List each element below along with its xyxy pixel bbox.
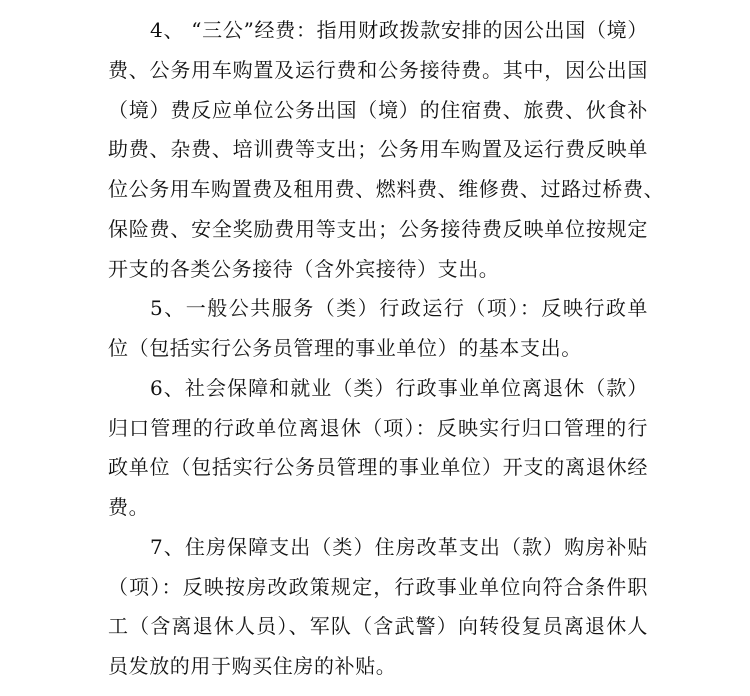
paragraph-4-line-1: 4、 “三公”经费：指用财政拨款安排的因公出国（境） (150, 18, 648, 42)
paragraph-7-line-2: （项）：反映按房改政策规定，行政事业单位向符合条件职 (108, 575, 648, 599)
paragraph-4-line-2: 费、公务用车购置及运行费和公务接待费。其中，因公出国 (108, 58, 648, 82)
paragraph-4-line-5: 位公务用车购置费及租用费、燃料费、维修费、过路过桥费、 (108, 177, 665, 201)
paragraph-4-line-3: （境）费反应单位公务出国（境）的住宿费、旅费、伙食补 (108, 98, 648, 122)
paragraph-6-line-2: 归口管理的行政单位离退休（项）：反映实行归口管理的行 (108, 416, 648, 440)
paragraph-7-line-3: 工（含离退休人员）、军队（含武警）向转役复员离退休人 (108, 614, 648, 638)
paragraph-7-line-4: 员发放的用于购买住房的补贴。 (108, 654, 397, 678)
paragraph-6-line-4: 费。 (108, 495, 150, 519)
paragraph-5-line-1: 5、一般公共服务（类）行政运行（项）：反映行政单 (150, 296, 648, 320)
paragraph-4-line-6: 保险费、安全奖励费用等支出；公务接待费反映单位按规定 (108, 217, 648, 241)
paragraph-4-line-4: 助费、杂费、培训费等支出；公务用车购置及运行费反映单 (108, 137, 648, 161)
paragraph-6-line-1: 6、社会保障和就业（类）行政事业单位离退休（款） (150, 376, 648, 400)
paragraph-6-line-3: 政单位（包括实行公务员管理的事业单位）开支的离退休经 (108, 455, 648, 479)
paragraph-7-line-1: 7、住房保障支出（类）住房改革支出（款）购房补贴 (150, 535, 648, 559)
paragraph-4-line-7: 开支的各类公务接待（含外宾接待）支出。 (108, 257, 500, 281)
paragraph-5-line-2: 位（包括实行公务员管理的事业单位）的基本支出。 (108, 336, 582, 360)
